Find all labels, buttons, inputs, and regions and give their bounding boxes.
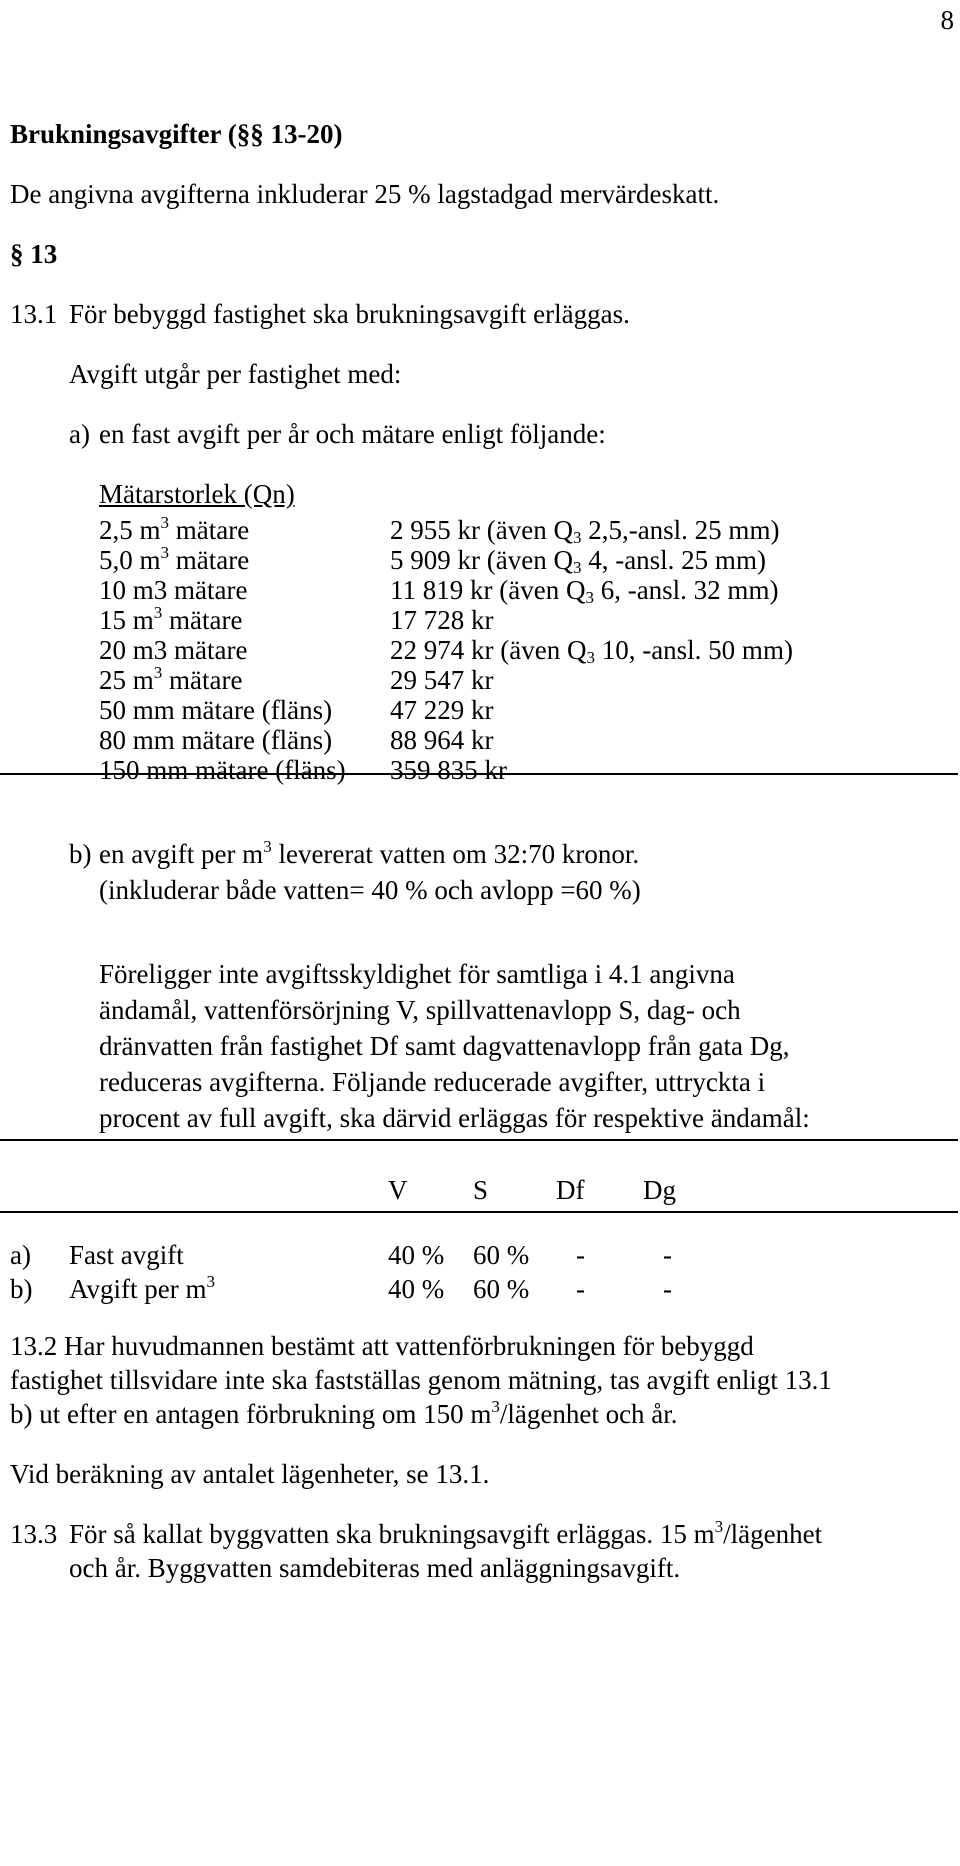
intro-text: De angivna avgifterna inkluderar 25 % lagstadgad mervärdeskatt. bbox=[10, 179, 720, 209]
meter-size-text: 20 m3 mätare bbox=[99, 635, 248, 665]
clause-13-1-number: 13.1 bbox=[10, 299, 58, 329]
meter-price-text: 47 229 kr bbox=[390, 695, 494, 725]
reduction-row-letter: a) bbox=[10, 1240, 31, 1270]
clause-13-2-line3: b) ut efter en antagen förbrukning om 150 $m^3$/lägenhet och år. bbox=[10, 1397, 678, 1429]
reduction-cell: 40 % bbox=[388, 1274, 445, 1304]
meter-size-text: 150 mm mätare (fläns) bbox=[99, 755, 346, 785]
meter-size-rest: mätare bbox=[162, 665, 243, 695]
item-b-line2: (inkluderar både vatten= 40 % och avlopp =60 %) bbox=[99, 875, 641, 905]
meter-price-text: 88 964 kr bbox=[390, 725, 494, 755]
reduction-cell: - bbox=[663, 1274, 672, 1304]
section-heading: Brukningsavgifter (§§ 13-20) bbox=[10, 119, 343, 149]
meter-price-sub: 3 bbox=[586, 648, 595, 667]
meter-size-text: 5,0 m bbox=[99, 545, 161, 575]
item-a-text: en fast avgift per år och mätare enligt följande: bbox=[99, 419, 606, 449]
meter-size-rest: mätare bbox=[169, 545, 250, 575]
reduction-column-header: Df bbox=[556, 1175, 585, 1205]
reduction-column-header: V bbox=[388, 1175, 408, 1205]
meter-price-text: 22 974 kr (även Q bbox=[390, 635, 587, 665]
meter-price-note: 10, -ansl. 50 mm) bbox=[594, 635, 793, 665]
meter-price-sub: 3 bbox=[585, 588, 594, 607]
meter-size-rest: mätare bbox=[162, 605, 243, 635]
reduction-cell: 40 % bbox=[388, 1240, 445, 1270]
meter-size-text: 10 m3 mätare bbox=[99, 575, 248, 605]
reduction-cell: 60 % bbox=[473, 1240, 530, 1270]
reduction-cell: - bbox=[576, 1274, 585, 1304]
reduction-table-top-rule bbox=[0, 1139, 958, 1141]
meter-size-sup: 3 bbox=[160, 543, 170, 562]
clause-13-1-text: För bebyggd fastighet ska brukningsavgift erläggas. bbox=[69, 299, 630, 329]
meter-price-text: 29 547 kr bbox=[390, 665, 494, 695]
item-a-letter: a) bbox=[69, 419, 90, 449]
meter-size-text: 50 mm mätare (fläns) bbox=[99, 695, 333, 725]
reduction-table-header-rule bbox=[0, 1211, 958, 1213]
meter-size-text: 15 m bbox=[99, 605, 154, 635]
reduction-paragraph: Föreligger inte avgiftsskyldighet för samtliga i 4.1 angivna ändamål, vattenförsörjning V, spillvattenavlopp S, dag- och dränvatten från fastighet Df samt dagvattenavlopp från gata Dg, reduceras avgifterna. Följande reducerade avgifter, uttryckta i procent av full avgift, ska därvid erläggas för respektive ändamål: bbox=[99, 959, 810, 1133]
meter-size-text: 25 m bbox=[99, 665, 154, 695]
clause-13-2-line2: fastighet tillsvidare inte ska fastställas genom mätning, tas avgift enligt 13.1 bbox=[10, 1365, 832, 1395]
item-b-line1: en avgift per $m^3$ levererat vatten om 32:70 kronor. bbox=[99, 837, 640, 869]
meter-price-text: 2 955 kr (även Q bbox=[390, 515, 573, 545]
meter-size-sup: 3 bbox=[153, 603, 163, 622]
clause-13-2-line1: 13.2 Har huvudmannen bestämt att vattenförbrukningen för bebyggd bbox=[10, 1331, 754, 1361]
clause-13-3-number: 13.3 bbox=[10, 1519, 58, 1549]
meter-size-rest: mätare bbox=[169, 515, 250, 545]
reduction-cell: - bbox=[663, 1240, 672, 1270]
item-b-letter: b) bbox=[69, 839, 92, 869]
reduction-row-label bbox=[69, 1237, 184, 1273]
reduction-cell: - bbox=[576, 1240, 585, 1270]
meter-size-text: 2,5 m bbox=[99, 515, 161, 545]
meter-price-note: 6, -ansl. 32 mm) bbox=[593, 575, 779, 605]
avgift-line: Avgift utgår per fastighet med: bbox=[69, 359, 402, 389]
reduction-cell: 60 % bbox=[473, 1274, 530, 1304]
calculation-note: Vid beräkning av antalet lägenheter, se 13.1. bbox=[10, 1459, 490, 1489]
page-number: 8 bbox=[940, 5, 954, 35]
meter-price-text: 17 728 kr bbox=[390, 605, 494, 635]
meter-price-text: 11 819 kr (även Q bbox=[390, 575, 586, 605]
paragraph-title: § 13 bbox=[10, 239, 58, 269]
meter-price-note: 2,5,-ansl. 25 mm) bbox=[581, 515, 780, 545]
meter-table-header: Mätarstorlek (Qn) bbox=[99, 479, 295, 509]
reduction-row-label-text: Fast avgift bbox=[69, 1240, 184, 1270]
meter-size-sup: 3 bbox=[153, 663, 163, 682]
meter-size bbox=[99, 752, 346, 788]
reduction-row-label-text: Avgift per m bbox=[69, 1274, 207, 1304]
reduction-row-letter: b) bbox=[10, 1274, 33, 1304]
meter-price-text: 5 909 kr (även Q bbox=[390, 545, 573, 575]
reduction-row-label-sup: 3 bbox=[206, 1272, 215, 1291]
reduction-column-header: S bbox=[473, 1175, 489, 1205]
meter-size-text: 80 mm mätare (fläns) bbox=[99, 725, 333, 755]
meter-size-sup: 3 bbox=[160, 513, 170, 532]
meter-price bbox=[390, 752, 507, 788]
meter-price-sub: 3 bbox=[572, 558, 582, 577]
meter-price-text: 359 835 kr bbox=[390, 755, 507, 785]
clause-13-3-line1: För så kallat byggvatten ska brukningsavgift erläggas. 15 $m^3$/lägenhet bbox=[69, 1517, 823, 1549]
reduction-row-label bbox=[69, 1271, 215, 1307]
meter-price-note: 4, -ansl. 25 mm) bbox=[581, 545, 766, 575]
reduction-column-header: Dg bbox=[643, 1175, 676, 1205]
table-bottom-rule bbox=[0, 773, 958, 775]
meter-price-sub: 3 bbox=[572, 528, 582, 547]
clause-13-3-line2: och år. Byggvatten samdebiteras med anläggningsavgift. bbox=[69, 1553, 681, 1583]
